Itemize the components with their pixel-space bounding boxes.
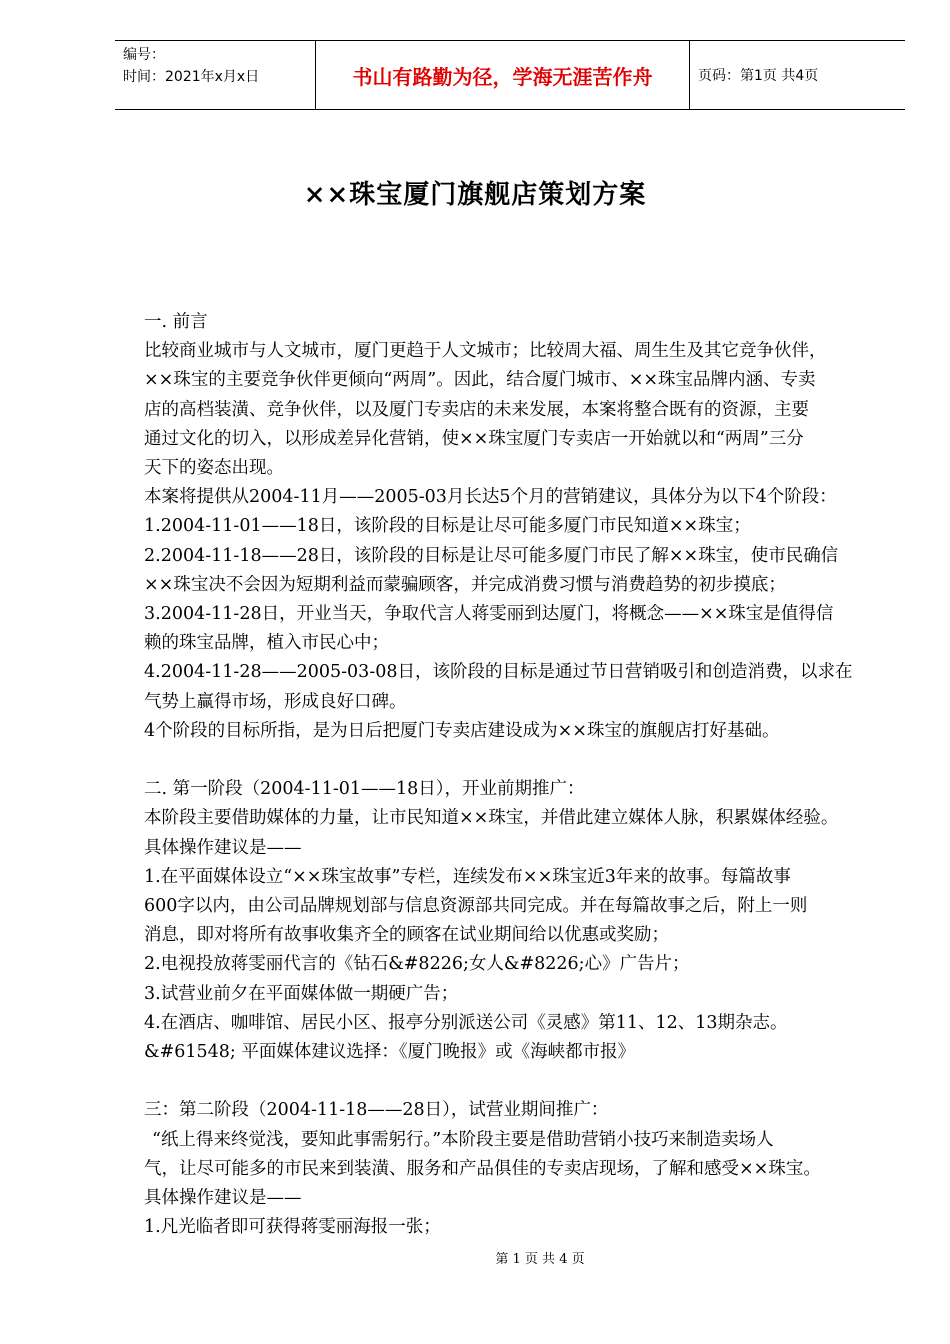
header-motto: 书山有路勤为径，学海无涯苦作舟: [315, 41, 690, 109]
paragraph-line: 赖的珠宝品牌，植入市民心中；: [144, 633, 389, 654]
paragraph-line: 气势上赢得市场，形成良好口碑。: [144, 691, 407, 712]
paragraph-line: 通过文化的切入，以形成差异化营销，使××珠宝厦门专卖店一开始就以和“两周”三分: [144, 428, 804, 449]
paragraph-line: 4.2004-11-28——2005-03-08日，该阶段的目标是通过节日营销吸引和创造消费，以求在: [144, 662, 853, 683]
paragraph-line: 一. 前言: [144, 312, 208, 332]
time-label: 时间：2021年x月x日: [123, 69, 260, 85]
paragraph-line: 4个阶段的目标所指，是为日后把厦门专卖店建设成为××珠宝的旗舰店打好基础。: [144, 720, 780, 741]
blank-line: [144, 1067, 894, 1096]
page-footer: 第 1 页 共 4 页: [495, 1252, 585, 1267]
paragraph-line: &#61548; 平面媒体建议选择：《厦门晚报》或《海峡都市报》: [144, 1042, 636, 1063]
paragraph-line: 2.2004-11-18——28日，该阶段的目标是让尽可能多厦门市民了解××珠宝，使市民确信: [144, 545, 839, 566]
paragraph-line: 气，让尽可能多的市民来到装潢、服务和产品俱佳的专卖店现场，了解和感受××珠宝。: [144, 1158, 821, 1179]
paragraph-line: 具体操作建议是——: [144, 1188, 302, 1209]
document-title: ××珠宝厦门旗舰店策划方案: [303, 180, 647, 210]
paragraph-line: 店的高档装潢、竞争伙伴，以及厦门专卖店的未来发展，本案将整合既有的资源，主要: [144, 399, 809, 420]
paragraph-line: 1.在平面媒体设立“××珠宝故事”专栏，连续发布××珠宝近3年来的故事。每篇故事: [144, 866, 791, 887]
document-header: [115, 40, 905, 110]
paragraph-line: 600字以内，由公司品牌规划部与信息资源部共同完成。并在每篇故事之后，附上一则: [144, 896, 808, 917]
paragraph-line: 3.试营业前夕在平面媒体做一期硬广告；: [144, 983, 459, 1004]
paragraph-line: 本案将提供从2004-11月——2005-03月长达5个月的营销建议，具体分为以下4个阶段：: [144, 487, 837, 508]
header-meta: [115, 41, 315, 109]
paragraph-line: 本阶段主要借助媒体的力量，让市民知道××珠宝，并借此建立媒体人脉，积累媒体经验。: [144, 808, 839, 829]
header-page-info: 页码：第1页 共4页: [698, 68, 819, 84]
blank-line: [144, 746, 894, 775]
document-body: [144, 308, 894, 1242]
paragraph-line: 消息，即对将所有故事收集齐全的顾客在试业期间给以优惠或奖励；: [144, 925, 669, 946]
paragraph-line: ××珠宝决不会因为短期利益而蒙骗顾客，并完成消费习惯与消费趋势的初步摸底；: [144, 574, 786, 595]
paragraph-line: 2.电视投放蒋雯丽代言的《钻石&#8226;女人&#8226;心》广告片；: [144, 954, 690, 975]
paragraph-line: 1.2004-11-01——18日，该阶段的目标是让尽可能多厦门市民知道××珠宝；: [144, 516, 751, 537]
paragraph-line: 二. 第一阶段（2004-11-01——18日），开业前期推广：: [144, 779, 585, 800]
paragraph-line: “纸上得来终觉浅，要知此事需躬行。”本阶段主要是借助营销小技巧来制造卖场人: [152, 1129, 774, 1150]
paragraph-line: 1.凡光临者即可获得蒋雯丽海报一张；: [144, 1217, 441, 1238]
paragraph-line: 比较商业城市与人文城市，厦门更趋于人文城市；比较周大福、周生生及其它竞争伙伴，: [144, 341, 827, 362]
paragraph-line: 天下的姿态出现。: [144, 458, 284, 479]
paragraph-line: 具体操作建议是——: [144, 837, 302, 858]
serial-number-label: 编号：: [123, 47, 165, 63]
paragraph-line: 三：第二阶段（2004-11-18——28日），试营业期间推广：: [144, 1100, 609, 1121]
paragraph-line: 4.在酒店、咖啡馆、居民小区、报亭分别派送公司《灵感》第11、12、13期杂志。: [144, 1012, 788, 1033]
paragraph-line: ××珠宝的主要竞争伙伴更倾向“两周”。因此，结合厦门城市、××珠宝品牌内涵、专卖: [144, 370, 816, 391]
paragraph-line: 3.2004-11-28日，开业当天，争取代言人蒋雯丽到达厦门，将概念——××珠宝是值得信: [144, 604, 834, 625]
